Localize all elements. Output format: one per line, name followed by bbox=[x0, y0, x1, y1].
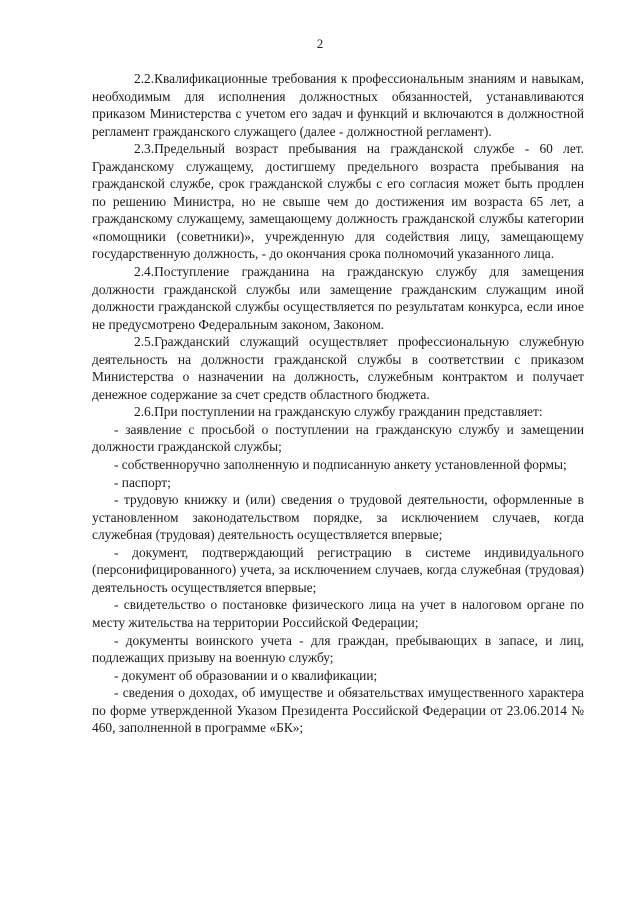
list-item-application: - заявление с просьбой о поступлении на гражданскую службу и замещении должности гражданской службы; bbox=[92, 421, 584, 455]
document-body bbox=[92, 70, 584, 737]
list-item-passport: - паспорт; bbox=[114, 474, 171, 490]
list-item-education-document: - документ об образовании и о квалификации; bbox=[114, 667, 378, 683]
list-item-tax-certificate: - свидетельство о постановке физического лица на учет в налоговом органе по месту жительства на территории Российской Федерации; bbox=[92, 597, 584, 630]
paragraph-2-6: 2.6.При поступлении на гражданскую службу гражданин представляет: bbox=[134, 404, 543, 420]
list-item-military-documents: - документы воинского учета - для граждан, пребывающих в запасе, и лиц, подлежащих призыву на военную службу; bbox=[92, 632, 584, 666]
list-item-income-information: - сведения о доходах, об имуществе и обязательствах имущественного характера по форме утвержденной Указом Президента Российской Федерации от 23.06.2014 № 460, заполненной в программе «БК»; bbox=[92, 685, 584, 736]
paragraph-2-3: 2.3.Предельный возраст пребывания на гражданской службе - 60 лет. Гражданскому служащему, достигшему предельного возраста пребывания на гражданской службе, срок гражданской службы с его согласия может быть продлен по решению Министра, но не свыше чем до достижения им возраста 65 лет, а гражданскому служащему, замещающему должность гражданской службы категории «помощники (советники)», учрежденную для содействия лицу, замещающему государственную должность, - до окончания срока полномочий указанного лица. bbox=[92, 141, 584, 262]
paragraph-2-5: 2.5.Гражданский служащий осуществляет профессиональную служебную деятельность на должности гражданской службы в соответствии с приказом Министерства о назначении на должность, служебным контрактом и получает денежное содержание за счет средств областного бюджета. bbox=[92, 334, 584, 402]
paragraph-2-2: 2.2.Квалификационные требования к профессиональным знаниям и навыкам, необходимым для исполнения должностных обязанностей, устанавливаются приказом Министерства с учетом его задач и функций и включаются в должностной регламент гражданского служащего (далее - должностной регламент). bbox=[92, 71, 584, 139]
list-item-work-record: - трудовую книжку и (или) сведения о трудовой деятельности, оформленные в установленном законодательством порядке, за исключением случаев, когда служебная (трудовая) деятельность осуществляется впервые; bbox=[92, 492, 584, 543]
page-number: 2 bbox=[316, 36, 324, 51]
list-item-questionnaire: - собственноручно заполненную и подписанную анкету установленной формы; bbox=[114, 457, 567, 473]
paragraph-2-4: 2.4.Поступление гражданина на гражданскую службу для замещения должности гражданской службы или замещение гражданским служащим иной должности гражданской службы осуществляется по результатам конкурса, если иное не предусмотрено Федеральным законом, Законом. bbox=[92, 264, 584, 332]
list-item-registration-document: - документ, подтверждающий регистрацию в системе индивидуального (персонифицированного) учета, за исключением случаев, когда служебная (трудовая) деятельность осуществляется впервые; bbox=[92, 544, 584, 595]
